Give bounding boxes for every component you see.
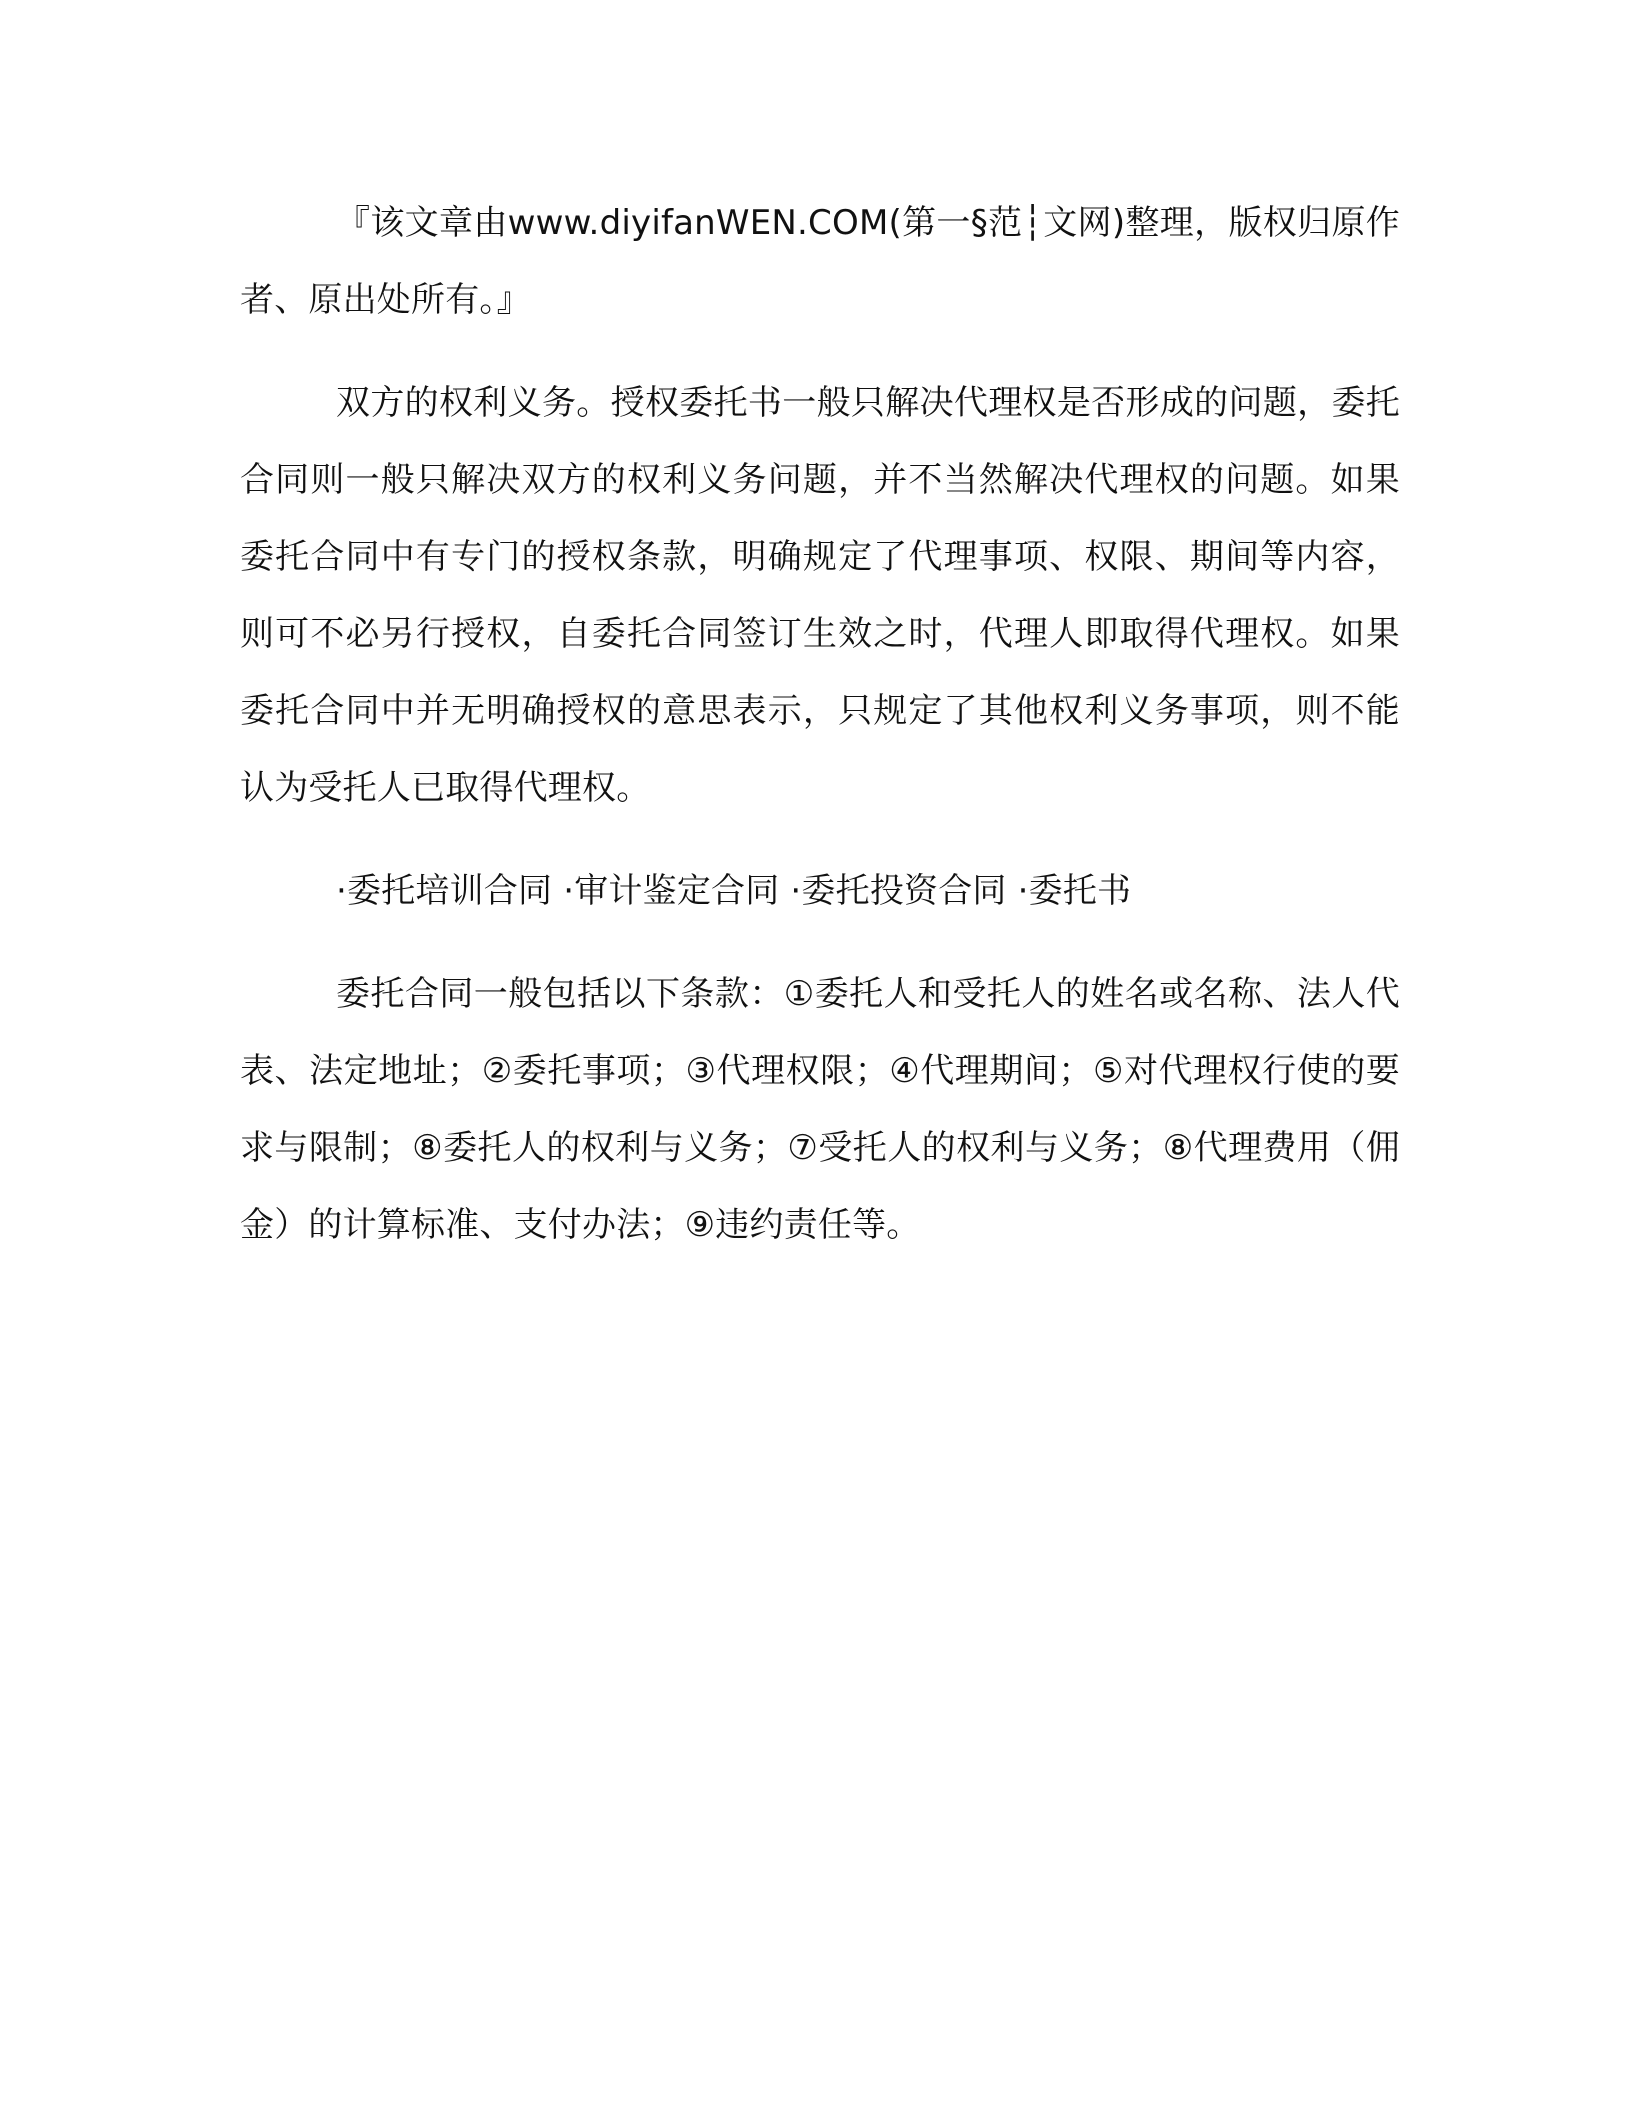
copyright-notice-paragraph: 『该文章由www.diyifanWEN.COM(第一§范┆文网)整理，版权归原作者、原出处所有。』 <box>240 203 1400 320</box>
document-body <box>240 185 1400 1290</box>
related-contracts-list: ·委托培训合同 ·审计鉴定合同 ·委托投资合同 ·委托书 <box>336 871 1132 911</box>
rights-obligations-paragraph: 双方的权利义务。授权委托书一般只解决代理权是否形成的问题，委托合同则一般只解决双方的权利义务问题，并不当然解决代理权的问题。如果委托合同中有专门的授权条款，明确规定了代理事项、权限、期间等内容，则可不必另行授权，自委托合同签订生效之时，代理人即取得代理权。如果委托合同中并无明确授权的意思表示，只规定了其他权利义务事项，则不能认为受托人已取得代理权。 <box>240 383 1400 808</box>
contract-clauses-paragraph: 委托合同一般包括以下条款：①委托人和受托人的姓名或名称、法人代表、法定地址；②委托事项；③代理权限；④代理期间；⑤对代理权行使的要求与限制；⑧委托人的权利与义务；⑦受托人的权利与义务；⑧代理费用（佣金）的计算标准、支付办法；⑨违约责任等。 <box>240 974 1400 1245</box>
